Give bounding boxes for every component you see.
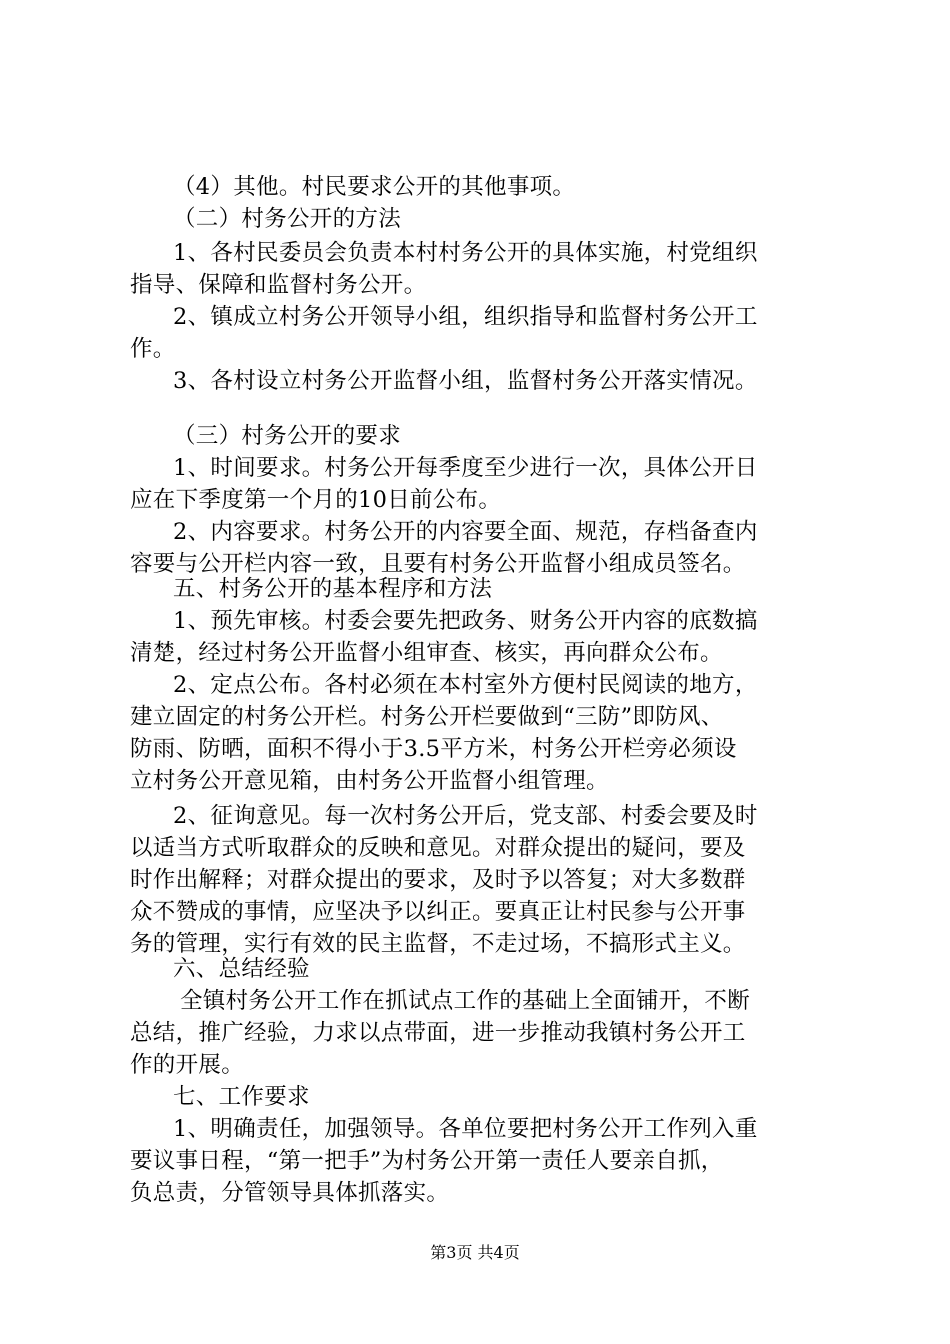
text-line: 时作出解释；对群众提出的要求，及时予以答复；对大多数群	[130, 867, 746, 893]
text-line: 全镇村务公开工作在抓试点工作的基础上全面铺开，不断	[180, 988, 751, 1014]
text-line: 负总责，分管领导具体抓落实。	[130, 1180, 450, 1206]
text-line: 2、内容要求。村务公开的内容要全面、规范，存档备查内	[173, 519, 758, 545]
text-line: 要议事日程，“第一把手”为村务公开第一责任人要亲自抓，	[130, 1148, 724, 1174]
text-line: 1、明确责任，加强领导。各单位要把村务公开工作列入重	[173, 1116, 758, 1142]
text-line: 2、镇成立村务公开领导小组，组织指导和监督村务公开工	[173, 304, 758, 330]
section-heading: （三）村务公开的要求	[173, 423, 402, 449]
text-line: 作的开展。	[130, 1052, 245, 1078]
text-line: 容要与公开栏内容一致，且要有村务公开监督小组成员签名。	[130, 551, 746, 577]
text-line: （4）其他。村民要求公开的其他事项。	[173, 174, 576, 200]
section-heading: 五、村务公开的基本程序和方法	[173, 576, 493, 602]
text-line: 作。	[130, 336, 176, 362]
text-line: 1、各村民委员会负责本村村务公开的具体实施，村党组织	[173, 240, 758, 266]
text-line: 指导、保障和监督村务公开。	[130, 272, 427, 298]
text-line: 2、定点公布。各村必须在本村室外方便村民阅读的地方，	[173, 672, 758, 698]
text-line: 1、预先审核。村委会要先把政务、财务公开内容的底数搞	[173, 608, 758, 634]
text-line: 3、各村设立村务公开监督小组，监督村务公开落实情况。	[173, 368, 758, 394]
text-line: 众不赞成的事情，应坚决予以纠正。要真正让村民参与公开事	[130, 899, 746, 925]
text-line: 立村务公开意见箱，由村务公开监督小组管理。	[130, 768, 609, 794]
text-line: 以适当方式听取群众的反映和意见。对群众提出的疑问，要及	[130, 835, 746, 861]
text-line: 1、时间要求。村务公开每季度至少进行一次，具体公开日	[173, 455, 758, 481]
text-line: 防雨、防晒，面积不得小于3.5平方米，村务公开栏旁必须设	[130, 736, 737, 762]
section-heading: 六、总结经验	[173, 956, 310, 982]
text-line: 清楚，经过村务公开监督小组审查、核实，再向群众公布。	[130, 640, 723, 666]
text-line: 2、征询意见。每一次村务公开后，党支部、村委会要及时	[173, 803, 758, 829]
section-heading: 七、工作要求	[173, 1084, 310, 1110]
section-heading: （二）村务公开的方法	[173, 206, 402, 232]
page-number-footer: 第3页 共4页	[430, 1243, 520, 1262]
text-line: 建立固定的村务公开栏。村务公开栏要做到“三防”即防风、	[130, 704, 724, 730]
text-line: 总结，推广经验，力求以点带面，进一步推动我镇村务公开工	[130, 1020, 746, 1046]
text-line: 应在下季度第一个月的10日前公布。	[130, 487, 502, 513]
text-line: 务的管理，实行有效的民主监督，不走过场，不搞形式主义。	[130, 931, 746, 957]
